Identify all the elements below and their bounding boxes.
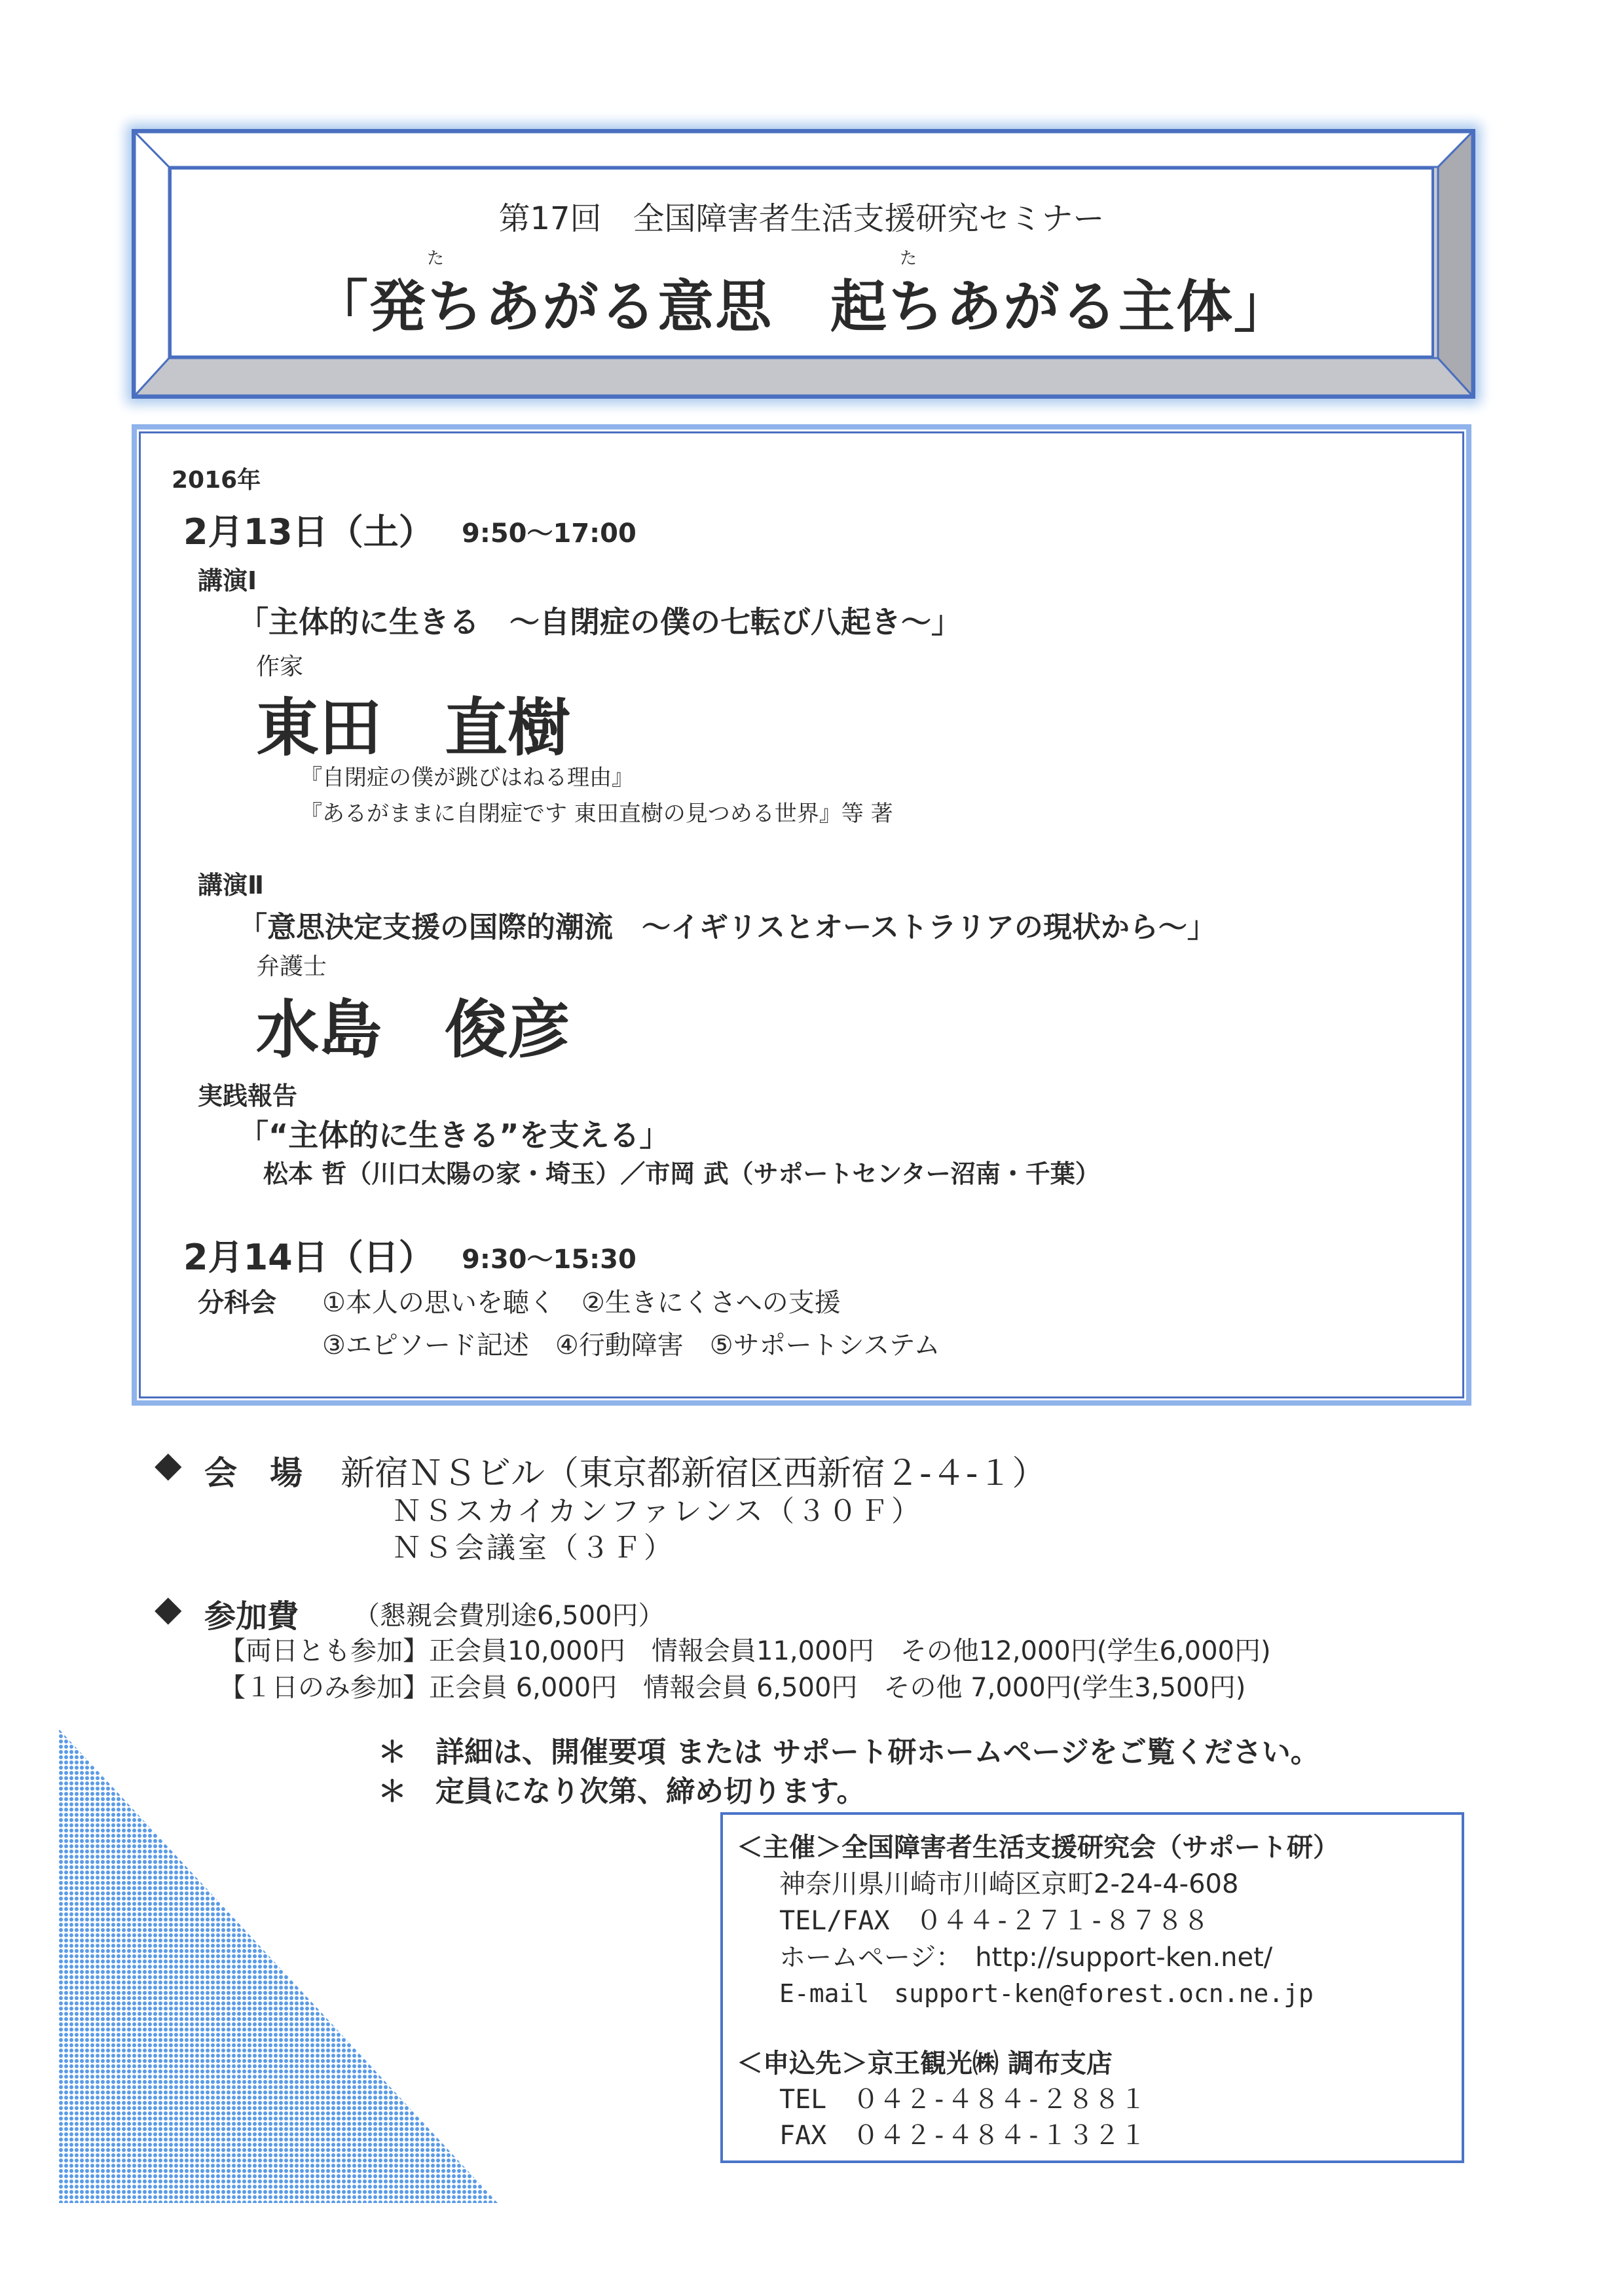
breakout-label: 分科会 (198, 1288, 276, 1318)
organizer-address: 神奈川県川崎市川崎区京町2-24-4-608 (779, 1869, 1239, 1899)
report-label: 実践報告 (198, 1082, 298, 1110)
fee-one-day: 【１日のみ参加】正会員 6,000円 情報会員 6,500円 その他 7,000円(学生3,500円) (219, 1673, 1246, 1703)
book-2: 『あるがままに自閉症です 東田直樹の見つめる世界』等 著 (300, 801, 893, 827)
report-presenters: 松本 哲（川口太陽の家・埼玉）／市岡 武（サポートセンター沼南・千葉） (263, 1159, 1100, 1188)
lecture2-title: 「意思決定支援の国際的潮流 〜イギリスとオーストラリアの現状から〜」 (238, 911, 1216, 944)
lecture1-role: 作家 (256, 653, 304, 680)
organizer: ＜主催＞全国障害者生活支援研究会（サポート研） (737, 1832, 1339, 1863)
lecture2-speaker: 水島 俊彦 (256, 993, 570, 1066)
title-banner (132, 129, 1475, 399)
organizer-email[interactable]: E-mail support-ken@forest.ocn.ne.jp (779, 1979, 1314, 2008)
day2-time: 9:30〜15:30 (462, 1245, 637, 1275)
lecture1-label: 講演Ⅰ (198, 566, 257, 595)
day1-time: 9:50〜17:00 (462, 519, 637, 549)
report-title: 「“主体的に生きる”を支える」 (238, 1118, 670, 1153)
lecture2-role: 弁護士 (256, 953, 327, 980)
venue-room-1: ＮＳスカイカンファレンス（３０Ｆ） (392, 1495, 923, 1528)
venue-label: 会 場 (204, 1454, 303, 1492)
day2-date: 2月14日（日） (183, 1237, 434, 1278)
application-contact: ＜申込先＞京王観光㈱ 調布支店 (737, 2049, 1113, 2079)
diamond-icon: ◆ (155, 1588, 182, 1629)
organizer-homepage[interactable]: ホームページ： http://support-ken.net/ (779, 1942, 1273, 1973)
fee-note: （懇親会費別途6,500円） (354, 1601, 665, 1631)
seminar-title: 「発ちあがる意思 起ちあがる主体」 (312, 274, 1291, 340)
lecture2-label: 講演Ⅱ (198, 871, 265, 900)
ruby-ta-1: た (427, 249, 445, 268)
note-capacity: ＊ 定員になり次第、締め切ります。 (378, 1775, 866, 1808)
fee-both-days: 【両日とも参加】正会員10,000円 情報会員11,000円 その他12,000円(学生6,000円) (219, 1636, 1271, 1666)
title-panel (169, 167, 1434, 358)
lecture1-speaker: 東田 直樹 (256, 691, 570, 765)
ruby-ta-2: た (900, 249, 917, 268)
lecture1-title: 「主体的に生きる 〜自閉症の僕の七転び八起き〜」 (238, 604, 961, 640)
day1-date: 2月13日（土） (183, 511, 434, 553)
application-fax: FAX ０４２-４８４-１３２１ (779, 2121, 1147, 2151)
venue-name: 新宿ＮＳビル（東京都新宿区西新宿２-４-１） (341, 1454, 1046, 1493)
seminar-subtitle: 第17回 全国障害者生活支援研究セミナー (498, 200, 1105, 237)
venue-room-2: ＮＳ会議室（３Ｆ） (392, 1531, 675, 1565)
diamond-icon: ◆ (155, 1444, 182, 1485)
note-details: ＊ 詳細は、開催要項 または サポート研ホームページをご覧ください。 (378, 1736, 1320, 1769)
decorative-dot-triangle (58, 1728, 504, 2206)
breakout-sessions-1: ①本人の思いを聴く ②生きにくさへの支援 (322, 1288, 841, 1318)
year: 2016年 (172, 467, 261, 494)
organizer-telfax: TEL/FAX ０４４-２７１-８７８８ (779, 1906, 1209, 1936)
application-tel: TEL ０４２-４８４-２８８１ (779, 2085, 1147, 2115)
breakout-sessions-2: ③エピソード記述 ④行動障害 ⑤サポートシステム (322, 1330, 940, 1360)
fee-label: 参加費 (204, 1598, 299, 1635)
book-1: 『自閉症の僕が跳びはねる理由』 (300, 765, 634, 791)
